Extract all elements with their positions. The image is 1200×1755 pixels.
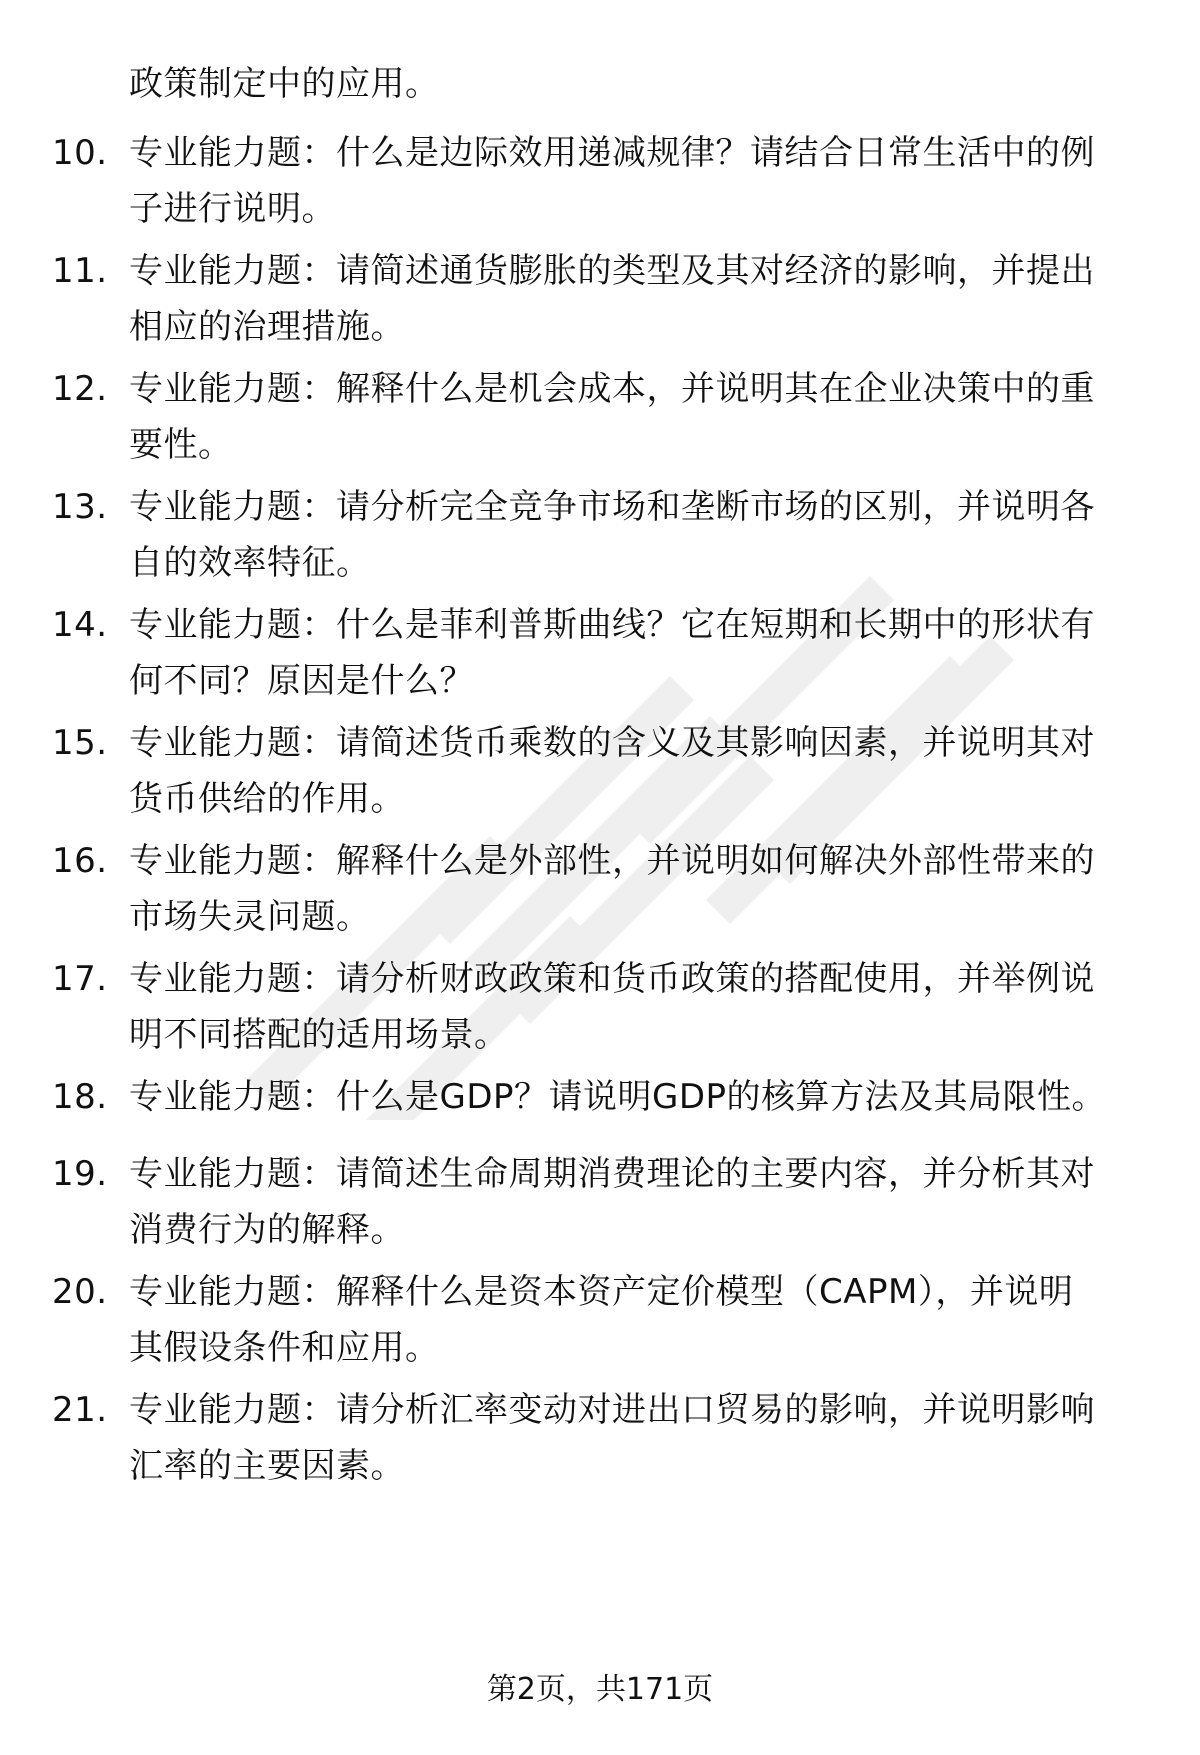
question-number: 19. <box>52 1154 108 1194</box>
question-text <box>129 1069 1149 1125</box>
question-text <box>129 1264 1149 1376</box>
question-line: 市场失灵问题。 <box>129 897 371 937</box>
question-number: 10. <box>52 133 108 173</box>
question-text <box>129 243 1149 355</box>
question-line: 专业能力题：请简述通货膨胀的类型及其对经济的影响，并提出 <box>129 251 1095 291</box>
question-line: 专业能力题：什么是GDP？请说明GDP的核算方法及其局限性。 <box>129 1077 1107 1117</box>
page-footer: 第2页，共171页 <box>486 1672 714 1707</box>
question-line: 何不同？原因是什么？ <box>129 661 474 701</box>
question-line: 专业能力题：解释什么是资本资产定价模型（CAPM），并说明 <box>129 1272 1074 1312</box>
question-number: 11. <box>52 251 108 291</box>
question-text <box>129 361 1149 473</box>
question-text <box>129 715 1149 827</box>
question-line: 明不同搭配的适用场景。 <box>129 1015 509 1055</box>
question-line: 专业能力题：请分析完全竞争市场和垄断市场的区别，并说明各 <box>129 487 1095 527</box>
question-number: 17. <box>52 959 108 999</box>
question-number: 15. <box>52 723 108 763</box>
question-number: 13. <box>52 487 108 527</box>
question-text <box>129 479 1149 591</box>
question-line: 专业能力题：解释什么是机会成本，并说明其在企业决策中的重 <box>129 369 1095 409</box>
question-line: 专业能力题：请简述货币乘数的含义及其影响因素，并说明其对 <box>129 723 1095 763</box>
question-line: 消费行为的解释。 <box>129 1210 405 1250</box>
question-text <box>129 1146 1149 1258</box>
continued-text: 政策制定中的应用。 <box>129 64 440 104</box>
question-line: 货币供给的作用。 <box>129 779 405 819</box>
question-line: 自的效率特征。 <box>129 543 371 583</box>
question-line: 子进行说明。 <box>129 189 336 229</box>
question-number: 16. <box>52 841 108 881</box>
question-line: 汇率的主要因素。 <box>129 1446 405 1486</box>
question-line: 相应的治理措施。 <box>129 307 405 347</box>
question-number: 18. <box>52 1077 108 1117</box>
question-text <box>129 833 1149 945</box>
question-text <box>129 125 1149 237</box>
question-line: 专业能力题：请分析汇率变动对进出口贸易的影响，并说明影响 <box>129 1390 1095 1430</box>
question-line: 专业能力题：请简述生命周期消费理论的主要内容，并分析其对 <box>129 1154 1095 1194</box>
question-number: 20. <box>52 1272 108 1312</box>
question-number: 21. <box>52 1390 108 1430</box>
question-text <box>129 1382 1149 1494</box>
question-text <box>129 951 1149 1063</box>
question-line: 专业能力题：解释什么是外部性，并说明如何解决外部性带来的 <box>129 841 1095 881</box>
question-line: 专业能力题：什么是边际效用递减规律？请结合日常生活中的例 <box>129 133 1095 173</box>
question-line: 专业能力题：什么是菲利普斯曲线？它在短期和长期中的形状有 <box>129 605 1095 645</box>
question-number: 14. <box>52 605 108 645</box>
question-text <box>129 597 1149 709</box>
question-line: 其假设条件和应用。 <box>129 1328 440 1368</box>
question-number: 12. <box>52 369 108 409</box>
question-line: 专业能力题：请分析财政政策和货币政策的搭配使用，并举例说 <box>129 959 1095 999</box>
question-line: 要性。 <box>129 425 233 465</box>
